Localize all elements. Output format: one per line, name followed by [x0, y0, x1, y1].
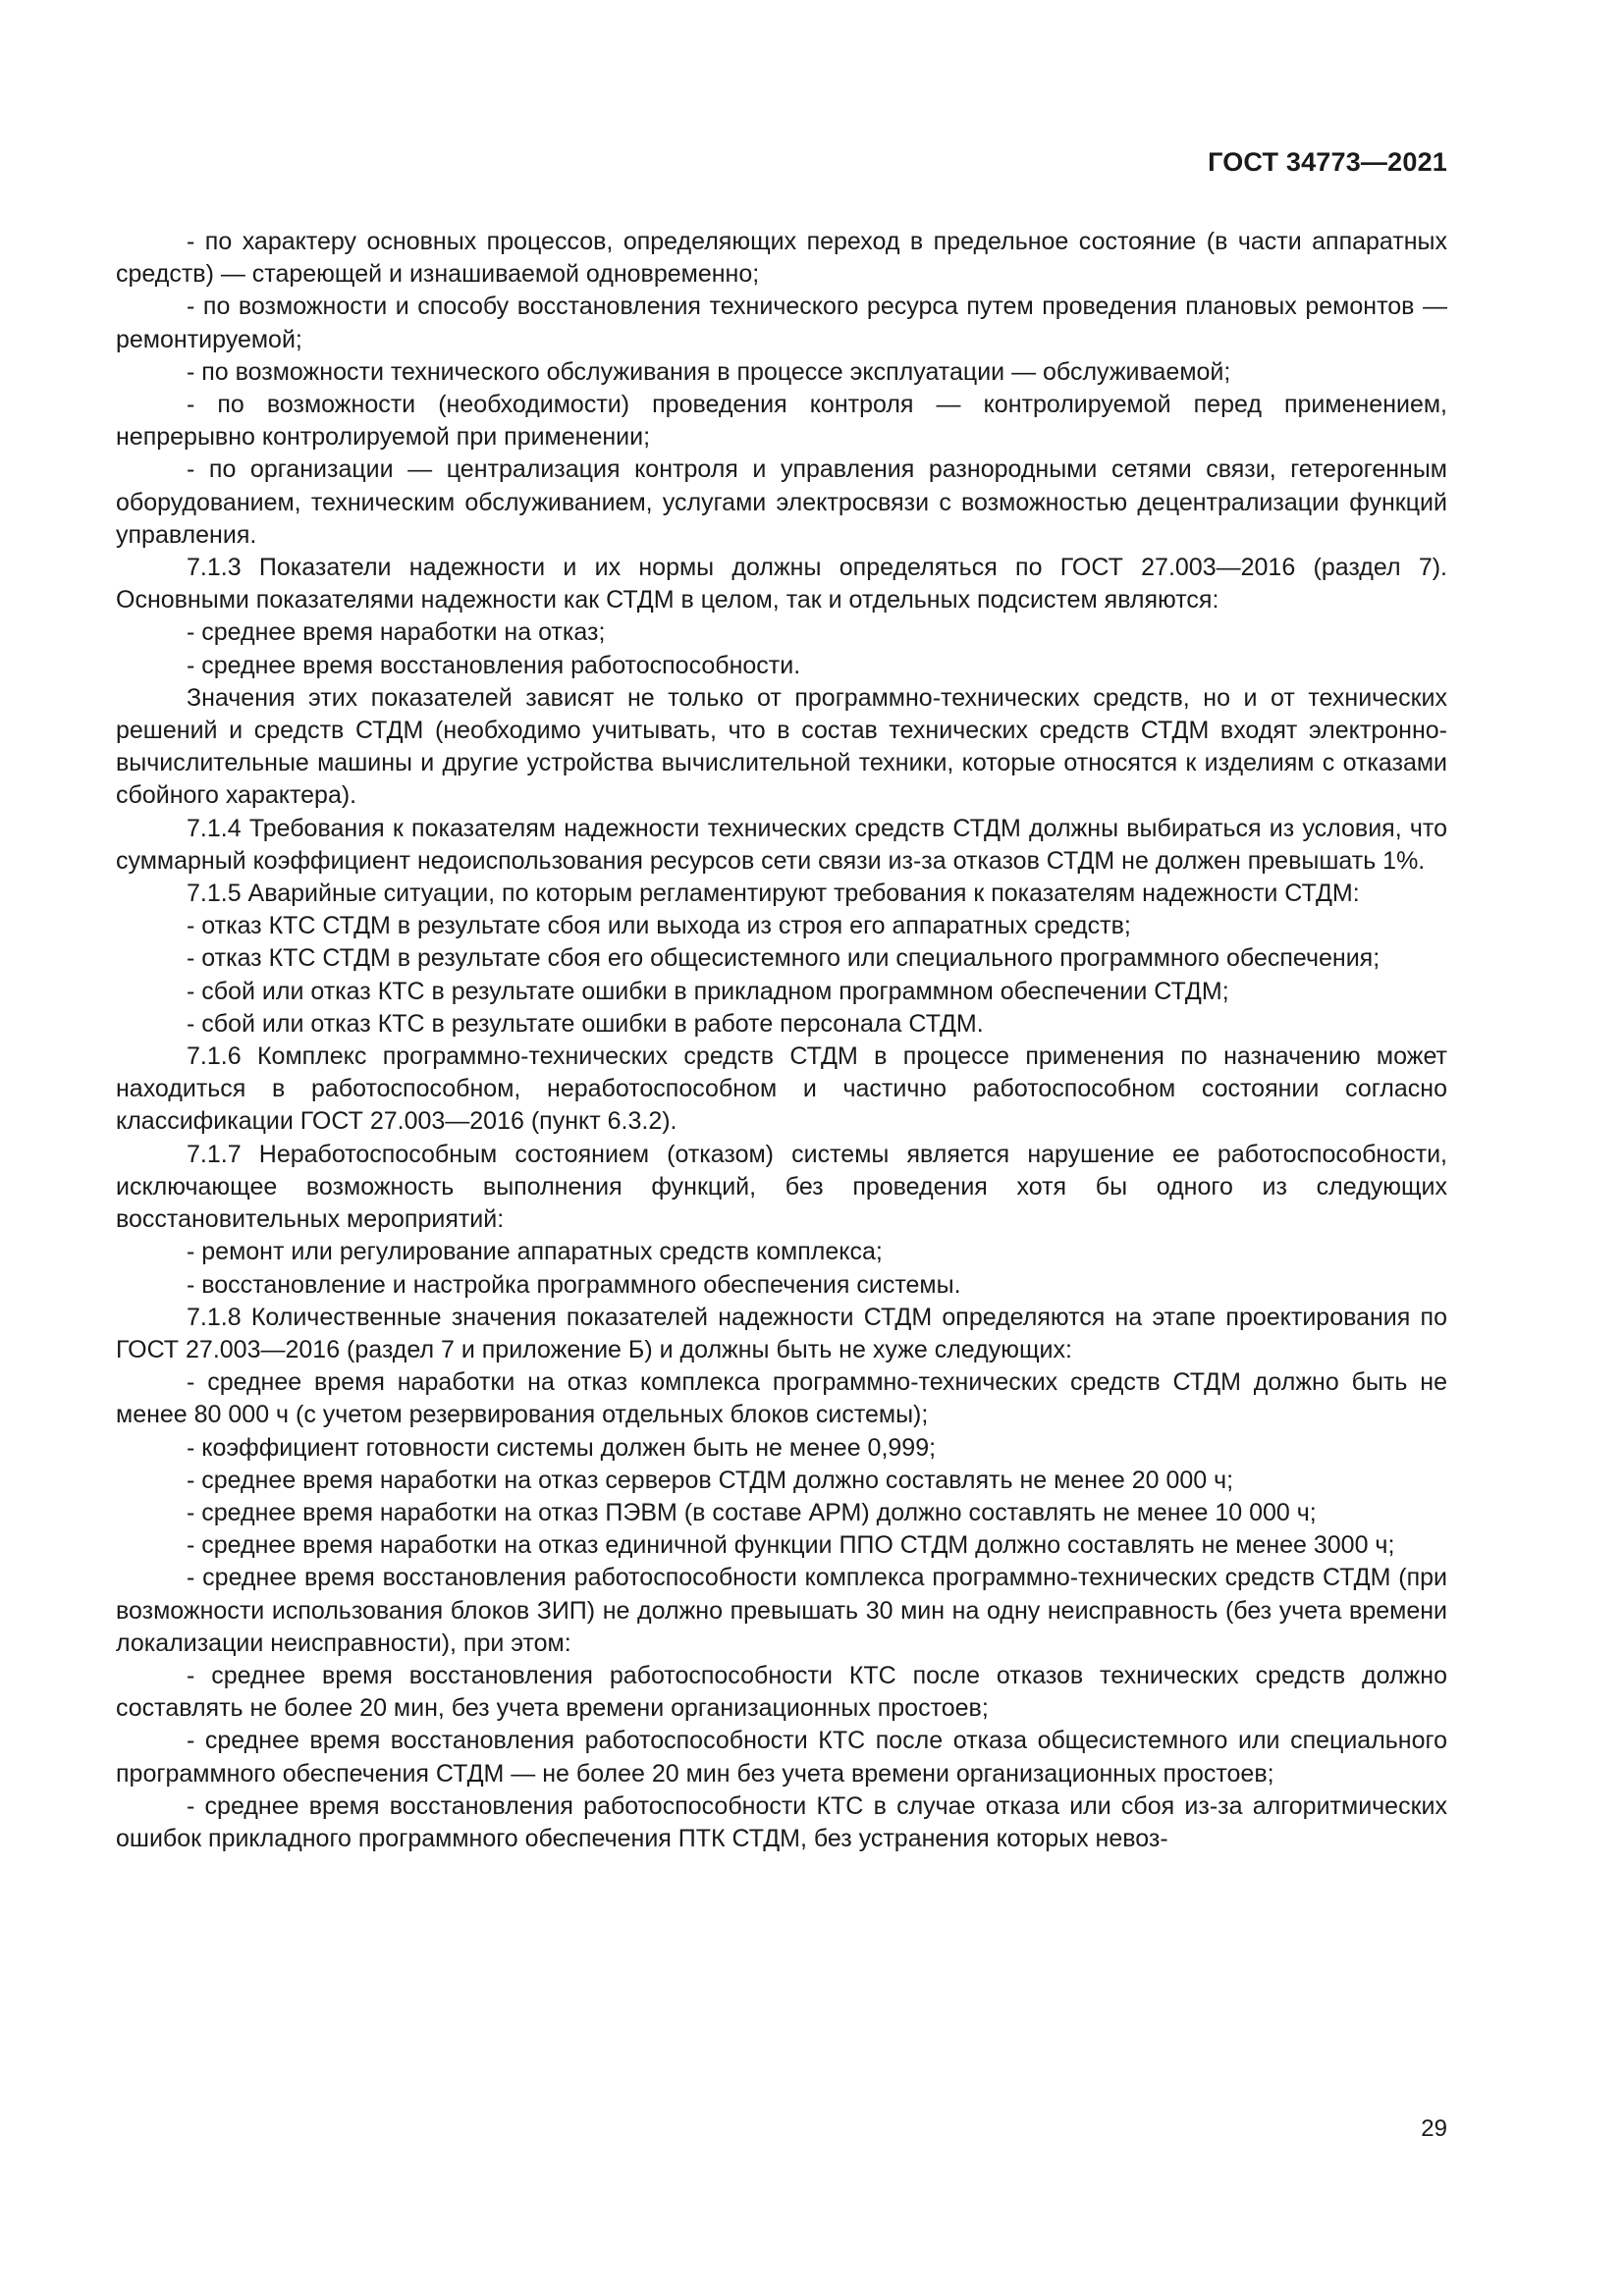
paragraph: 7.1.4 Требования к показателям надежности технических средств СТДМ должны выбираться из условия, что суммарный коэффициент недоиспользования ресурсов сети связи из-за отказов СТДМ не должен превышать 1%. — [116, 814, 1447, 875]
paragraph: - по характеру основных процессов, определяющих переход в предельное состояние (в части аппаратных средств) — стареющей и изнашиваемой одновременно; — [116, 228, 1447, 289]
page-number: 29 — [1421, 2115, 1447, 2142]
paragraph: - среднее время наработки на отказ; — [187, 618, 606, 647]
paragraph: - ремонт или регулирование аппаратных средств комплекса; — [187, 1238, 883, 1266]
paragraph: - среднее время восстановления работоспособности КТС после отказа общесистемного или специального программного обеспечения СТДМ — не более 20 мин без учета времени организационных простоев; — [116, 1727, 1447, 1788]
paragraph: - среднее время восстановления работоспособности комплекса программно-технических средств СТДМ (при возможности использования блоков ЗИП) не должно превышать 30 мин на одну неисправность (без учета времени локализации неисправности), при этом: — [116, 1564, 1447, 1657]
paragraph: - по возможности (необходимости) проведения контроля — контролируемой перед применением, непрерывно контролируемой при применении; — [116, 391, 1447, 452]
paragraph: - отказ КТС СТДМ в результате сбоя или выхода из строя его аппаратных средств; — [187, 912, 1131, 940]
paragraph: 7.1.3 Показатели надежности и их нормы должны определяться по ГОСТ 27.003—2016 (раздел 7). Основными показателями надежности как СТДМ в целом, так и отдельных подсистем являются: — [116, 554, 1447, 614]
paragraph: - среднее время восстановления работоспособности КТС после отказов технических средств должно составлять не более 20 мин, без учета времени организационных простоев; — [116, 1661, 1447, 1723]
paragraph: - среднее время наработки на отказ серверов СТДМ должно составлять не менее 20 000 ч; — [187, 1466, 1234, 1494]
paragraph: - среднее время наработки на отказ единичной функции ППО СТДМ должно составлять не менее 3000 ч; — [187, 1531, 1395, 1560]
paragraph: - восстановление и настройка программного обеспечения системы. — [187, 1270, 961, 1299]
paragraph: Значения этих показателей зависят не только от программно-технических средств, но и от технических решений и средств СТДМ (необходимо учитывать, что в состав технических средств СТДМ входят электронно-вычислительные машины и другие устройства вычислительной техники, которые относятся к изделиям с отказами сбойного характера). — [116, 683, 1447, 810]
paragraph: - среднее время наработки на отказ ПЭВМ (в составе АРМ) должно составлять не менее 10 000 ч; — [187, 1498, 1317, 1526]
paragraph: - по возможности технического обслуживания в процессе эксплуатации — обслуживаемой; — [187, 357, 1231, 386]
paragraph: - среднее время восстановления работоспособности КТС в случае отказа или сбоя из-за алгоритмических ошибок прикладного программного обеспечения ПТК СТДМ, без устранения которых невоз- — [116, 1791, 1447, 1852]
paragraph: - по организации — централизация контроля и управления разнородными сетями связи, гетерогенным оборудованием, техническим обслуживанием, услугами электросвязи с возможностью децентрализации функций управления. — [116, 455, 1447, 549]
paragraph: - сбой или отказ КТС в результате ошибки в прикладном программном обеспечении СТДМ; — [187, 977, 1229, 1005]
paragraph: - сбой или отказ КТС в результате ошибки в работе персонала СТДМ. — [187, 1009, 984, 1038]
paragraph: - коэффициент готовности системы должен быть не менее 0,999; — [187, 1433, 937, 1462]
standard-designation: ГОСТ 34773—2021 — [1208, 147, 1447, 177]
paragraph: - отказ КТС СТДМ в результате сбоя его общесистемного или специального программного обеспечения; — [187, 944, 1380, 973]
paragraph: 7.1.5 Аварийные ситуации, по которым регламентируют требования к показателям надежности СТДМ: — [187, 880, 1360, 908]
paragraph: - по возможности и способу восстановления технического ресурса путем проведения плановых ремонтов — ремонтируемой; — [116, 293, 1447, 353]
paragraph: - среднее время наработки на отказ комплекса программно-технических средств СТДМ должно быть не менее 80 000 ч (с учетом резервирования отдельных блоков системы); — [116, 1368, 1447, 1429]
document-body — [116, 226, 1447, 1855]
paragraph: - среднее время восстановления работоспособности. — [187, 651, 801, 679]
paragraph: 7.1.8 Количественные значения показателей надежности СТДМ определяются на этапе проектирования по ГОСТ 27.003—2016 (раздел 7 и приложение Б) и должны быть не хуже следующих: — [116, 1303, 1447, 1363]
paragraph: 7.1.6 Комплекс программно-технических средств СТДМ в процессе применения по назначению может находиться в работоспособном, неработоспособном и частично работоспособном состоянии согласно классификации ГОСТ 27.003—2016 (пункт 6.3.2). — [116, 1042, 1447, 1136]
paragraph: 7.1.7 Неработоспособным состоянием (отказом) системы является нарушение ее работоспособности, исключающее возможность выполнения функций, без проведения хотя бы одного из следующих восстановительных мероприятий: — [116, 1140, 1447, 1234]
